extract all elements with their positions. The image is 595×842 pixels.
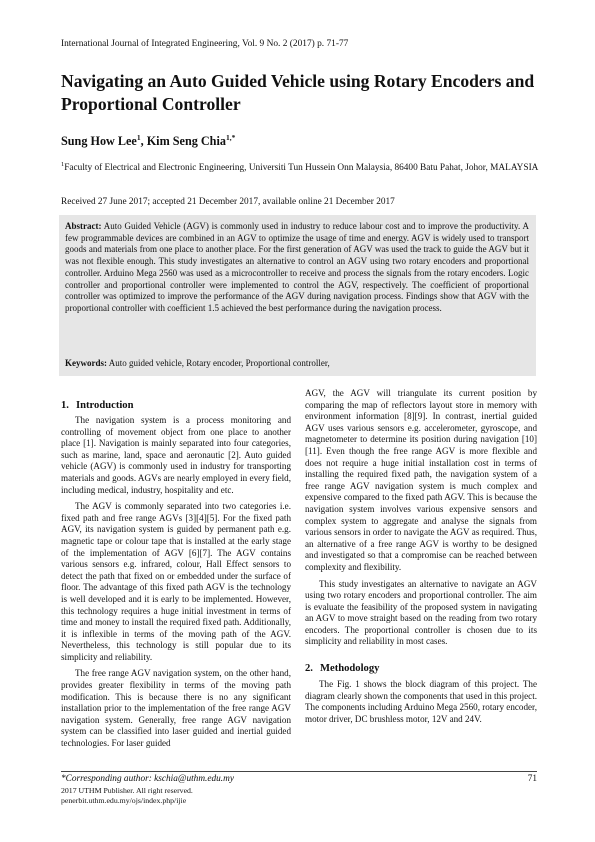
author-superscript: 1,*: [225, 133, 236, 142]
paragraph: AGV, the AGV will triangulate its current position by comparing the map of reflectors layout store in memory with environment information [8][9]. In contrast, inertial guided AGV uses various sensors e.g. accelerometer, gyroscope, and magnetometer to determine its position during navigation [10][11]. Even though the free range AGV is more flexible and does not require a huge initial installation cost in terms of installing the required fixed path, the navigation system of a free range AGV navigation system is much complex and expensive compared to the fixed path AGV. This is because the navigation system involves various expensive sensors and complex system to aggregate and analyse the signals from various sensors in order to navigate the AGV as required. Thus, an alternative of a free range AGV is worthy to be designed and investigated so that a compromise can be reached between complexity and flexibility.: [305, 388, 537, 572]
authors: [61, 133, 235, 149]
author-name: Sung How Lee: [61, 134, 137, 149]
paragraph: The navigation system is a process monitoring and controlling of movement object from one place to another place [1]. Navigation is mainly separated into four categories, such as marine, land, space and aeronautic [2]. Auto guided vehicle (AGV) is commonly used in industry for transporting materials and goods. AGVs are nearly employed in every field, including medical, industry, hospitality and etc.: [61, 415, 291, 495]
corresponding-author: *Corresponding author: kschia@uthm.edu.my: [61, 774, 234, 784]
footer-info: [61, 786, 193, 807]
abstract: [65, 221, 529, 315]
affiliation: [61, 159, 541, 175]
abstract-label: Abstract:: [65, 221, 102, 231]
left-column: [61, 399, 291, 750]
publication-dates: Received 27 June 2017; accepted 21 December 2017, available online 21 December 2017: [61, 197, 395, 207]
copyright: 2017 UTHM Publisher. All right reserved.: [61, 786, 193, 795]
section-heading: [61, 399, 291, 412]
paragraph: The AGV is commonly separated into two categories i.e. fixed path and free range AGVs [3][4][5]. For the fixed path AGV, its navigation system is guided by permanent path e.g. magnetic tape or colour tape that is installed at the early stage of the implementation of AGV [6][7]. The AGV contains various sensors e.g. infrared, colour, Hall Effect sensors to detect the path that fixed on or embedded under the surface of floor. The advantage of this fixed path AGV is the technology is well developed and it is early to be implemented. However, this technology requires a huge initial investment in terms of time and money to install the required fixed path. Additionally, it is inflexible in terms of the moving path of the AGV. Nevertheless, this technology is still popular due to its simplicity and reliability.: [61, 501, 291, 662]
section-number: 1.: [61, 400, 69, 411]
author-name: Kim Seng Chia: [146, 134, 226, 149]
paragraph: The free range AGV navigation system, on the other hand, provides greater flexibility in terms of the moving path modification. This is because there is no any significant installation prior to the implementation of the free range AGV navigation system. Generally, free range AGV navigation system can be classified into laser guided and inertial guided technologies. For laser guided: [61, 668, 291, 749]
section-number: 2.: [305, 663, 313, 675]
paragraph: This study investigates an alternative to navigate an AGV using two rotary encoders and proportional controller. The aim is evaluate the feasibility of the proposed system in navigating an AGV to move straight based on the reading from two rotary encoders. The proportional controller is chosen due to its simplicity and reliability in most cases.: [305, 578, 537, 647]
paragraph: The Fig. 1 shows the block diagram of this project. The diagram clearly shown the components that used in this project. The components including Arduino Mega 2560, rotary encoder, motor driver, DC brushless motor, 12V and 24V.: [305, 679, 537, 724]
keywords: [65, 358, 529, 370]
paper-title: Navigating an Auto Guided Vehicle using Rotary Encoders and Proportional Controller: [61, 71, 535, 114]
footer-divider: [61, 771, 537, 772]
author-separator: ,: [140, 134, 147, 149]
abstract-text: Auto Guided Vehicle (AGV) is commonly used in industry to reduce labour cost and to improve the productivity. A few programmable devices are combined in an AGV to optimize the usage of time and energy. AGV is widely used to transport goods and materials from one place to another place. For the first generation of AGV was used the track to guide the AGV but it was not flexible enough. This study investigates an alternative to control an AGV using two rotary encoders and proportional controller. Arduino Mega 2560 was used as a microcontroller to receive and process the signals from the rotary encoders. Logic controller and proportional controller were implemented to control the AGV, respectively. The coefficient of proportional controller was optimized to improve the performance of the AGV during navigation process. Findings show that AGV with the proportional controller with coefficient 1.5 achieved the best performance during the navigation process.: [65, 221, 529, 313]
section-title: Introduction: [76, 400, 134, 411]
author-superscript: 1: [136, 133, 141, 142]
journal-url: penerbit.uthm.edu.my/ojs/index.php/ijie: [61, 796, 187, 806]
journal-header: International Journal of Integrated Engineering, Vol. 9 No. 2 (2017) p. 71-77: [61, 39, 349, 49]
right-column: [305, 388, 537, 725]
affiliation-superscript: 1: [61, 161, 65, 168]
keywords-label: Keywords:: [65, 358, 107, 368]
keywords-text: Auto guided vehicle, Rotary encoder, Proportional controller,: [108, 358, 330, 368]
affiliation-text: Faculty of Electrical and Electronic Engineering, Universiti Tun Hussein Onn Malaysia, 86400 Batu Pahat, Johor, MALAYSIA: [64, 163, 539, 174]
page-number: 71: [527, 774, 537, 784]
section-title: Methodology: [320, 663, 380, 675]
section-heading: [305, 662, 537, 675]
